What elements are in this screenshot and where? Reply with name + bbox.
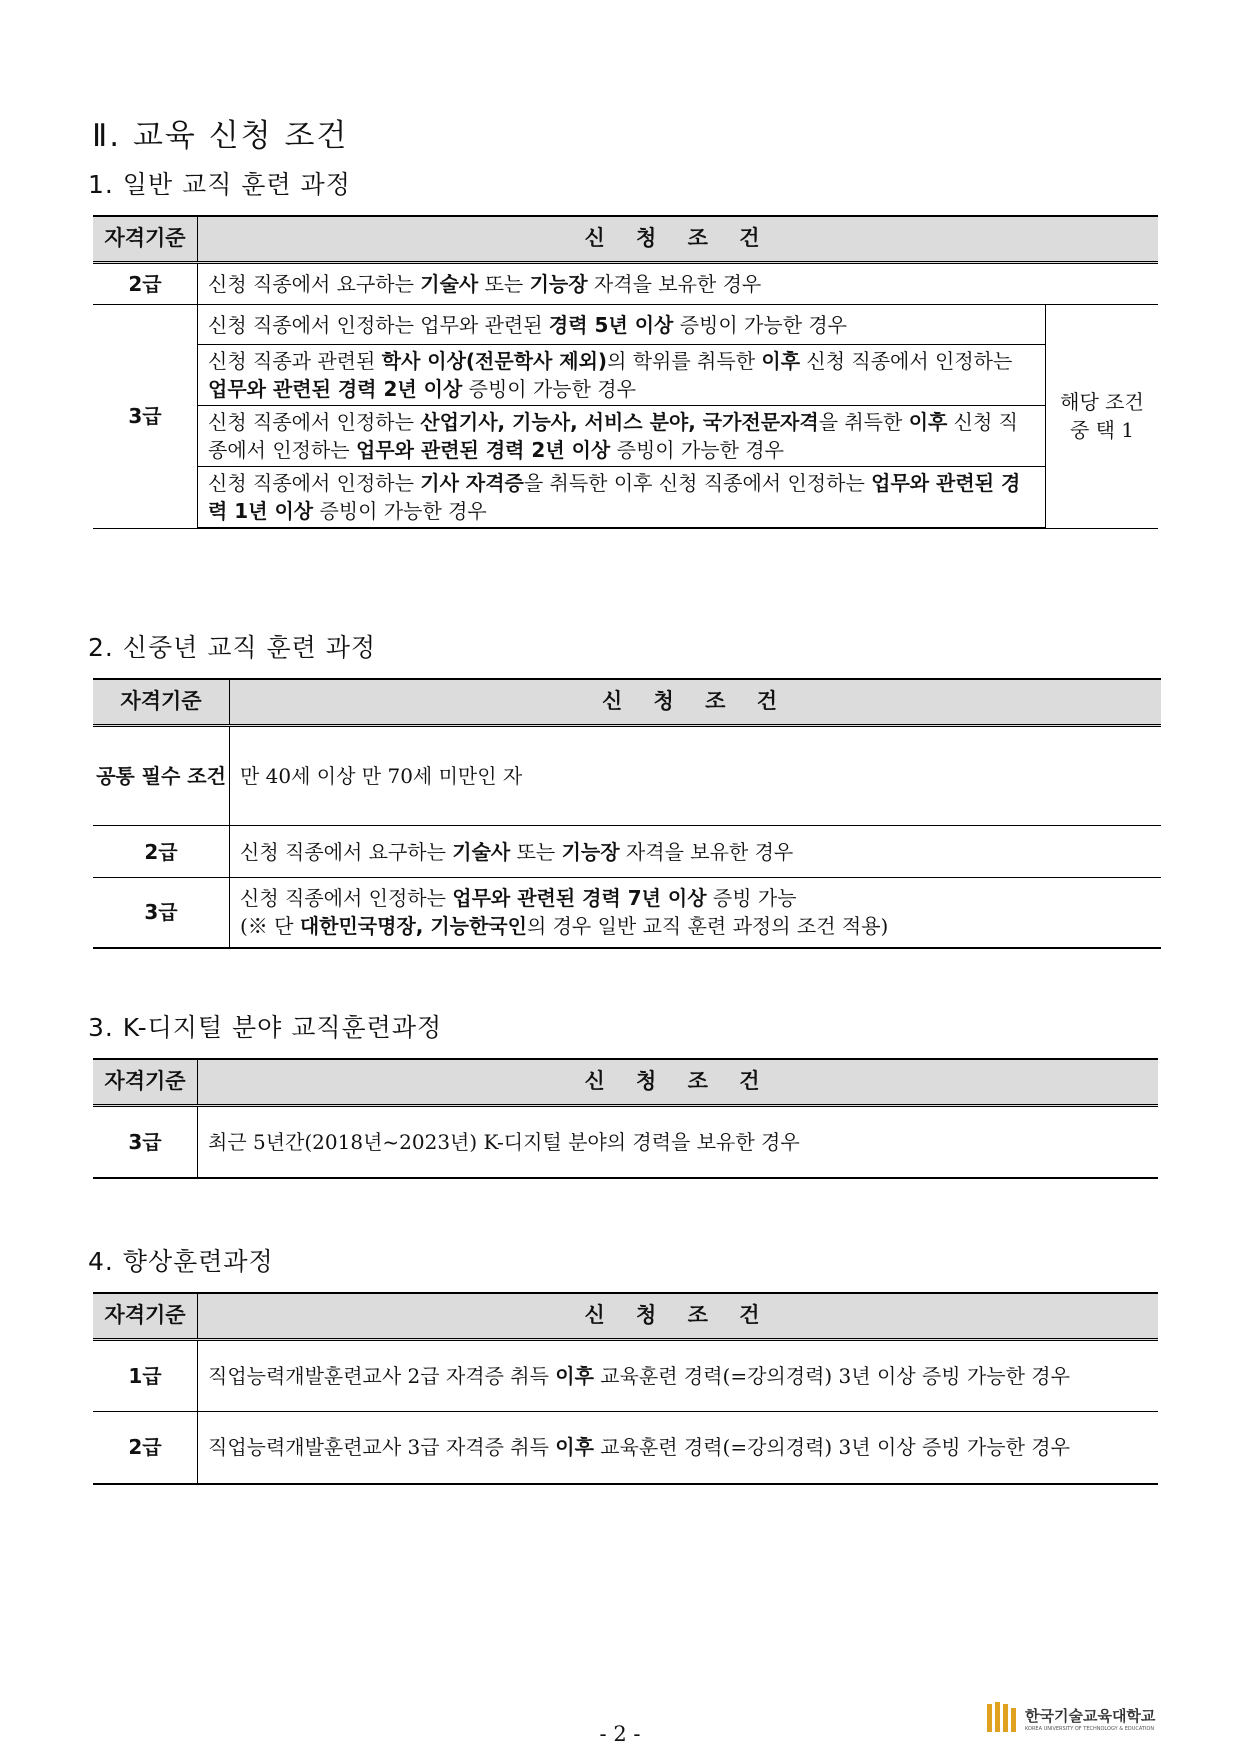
- grade-cell: 1급: [93, 1340, 198, 1412]
- header-grade: 자격기준: [93, 1293, 198, 1340]
- logo-name-ko: 한국기술교육대학교: [1025, 1706, 1156, 1725]
- condition-cell: 직업능력개발훈련교사 2급 자격증 취득 이후 교육훈련 경력(=강의경력) 3년 이상 증빙 가능한 경우: [198, 1340, 1159, 1412]
- university-emblem-icon: [985, 1700, 1019, 1736]
- section-heading-general: 1. 일반 교직 훈련 과정: [88, 170, 351, 199]
- condition-cell: 신청 직종에서 인정하는 산업기사, 기능사, 서비스 분야, 국가전문자격을 취득한 이후 신청 직종에서 인정하는 업무와 관련된 경력 2년 이상 증빙이 가능한 경우: [198, 406, 1046, 467]
- header-grade: 자격기준: [93, 1059, 198, 1106]
- grade-cell: 2급: [93, 826, 230, 878]
- header-grade: 자격기준: [93, 216, 198, 263]
- section-heading-upgrade: 4. 향상훈련과정: [88, 1247, 274, 1276]
- table-upgrade: [93, 1292, 1158, 1485]
- table-midcareer: [93, 678, 1161, 949]
- table-row: [93, 406, 1158, 467]
- condition-cell: 직업능력개발훈련교사 3급 자격증 취득 이후 교육훈련 경력(=강의경력) 3년 이상 증빙 가능한 경우: [198, 1412, 1159, 1484]
- grade-cell: 2급: [93, 1412, 198, 1484]
- condition-cell: 최근 5년간(2018년~2023년) K-디지털 분야의 경력을 보유한 경우: [198, 1106, 1159, 1178]
- header-condition: 신 청 조 건: [198, 1293, 1159, 1340]
- condition-cell: 신청 직종에서 요구하는 기술사 또는 기능장 자격을 보유한 경우: [198, 263, 1159, 305]
- table-row: [93, 878, 1161, 948]
- section-heading-midcareer: 2. 신중년 교직 훈련 과정: [88, 633, 376, 662]
- grade-cell: 3급: [93, 878, 230, 948]
- table-row: [93, 1106, 1158, 1178]
- logo-name-en: KOREA UNIVERSITY OF TECHNOLOGY & EDUCATION: [1025, 1725, 1155, 1732]
- table-row: [93, 1412, 1158, 1484]
- table-row: [93, 726, 1161, 826]
- table-row: [93, 1340, 1158, 1412]
- page-title: Ⅱ. 교육 신청 조건: [92, 118, 349, 154]
- university-logo: [985, 1700, 1155, 1736]
- table-row: [93, 467, 1158, 529]
- condition-cell: 신청 직종에서 인정하는 기사 자격증을 취득한 이후 신청 직종에서 인정하는 업무와 관련된 경력 1년 이상 증빙이 가능한 경우: [198, 467, 1046, 529]
- condition-cell: 신청 직종에서 요구하는 기술사 또는 기능장 자격을 보유한 경우: [230, 826, 1162, 878]
- table-general: [93, 215, 1158, 529]
- header-condition: 신 청 조 건: [198, 1059, 1159, 1106]
- grade-cell: 3급: [93, 305, 198, 529]
- grade-cell: 2급: [93, 263, 198, 305]
- header-grade: 자격기준: [93, 679, 230, 726]
- condition-cell: 신청 직종에서 인정하는 업무와 관련된 경력 7년 이상 증빙 가능 (※ 단 대한민국명장, 기능한국인의 경우 일반 교직 훈련 과정의 조건 적용): [230, 878, 1162, 948]
- condition-cell: 신청 직종에서 인정하는 업무와 관련된 경력 5년 이상 증빙이 가능한 경우: [198, 305, 1046, 345]
- table-row: [93, 345, 1158, 406]
- header-condition: 신 청 조 건: [230, 679, 1162, 726]
- condition-cell: 신청 직종과 관련된 학사 이상(전문학사 제외)의 학위를 취득한 이후 신청 직종에서 인정하는 업무와 관련된 경력 2년 이상 증빙이 가능한 경우: [198, 345, 1046, 406]
- page-number: - 2 -: [599, 1722, 641, 1746]
- table-row: [93, 305, 1158, 345]
- table-row: [93, 263, 1158, 305]
- section-heading-kdigital: 3. K-디지털 분야 교직훈련과정: [88, 1013, 443, 1042]
- grade-cell: 3급: [93, 1106, 198, 1178]
- grade-cell: 공통 필수 조건: [93, 726, 230, 826]
- condition-cell: 만 40세 이상 만 70세 미만인 자: [230, 726, 1162, 826]
- note-cell: 해당 조건 중 택 1: [1046, 305, 1159, 529]
- table-kdigital: [93, 1058, 1158, 1179]
- header-condition: 신 청 조 건: [198, 216, 1159, 263]
- table-row: [93, 826, 1161, 878]
